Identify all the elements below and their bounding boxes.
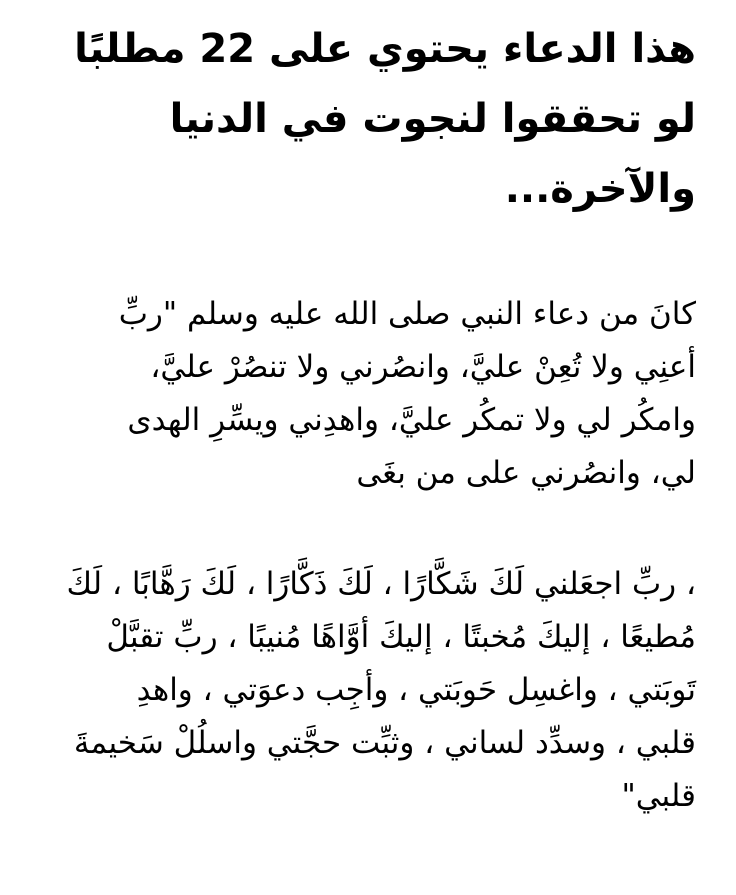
- paragraph-line: لي، وانصُرني على من بغَى: [356, 455, 696, 491]
- paragraph-line: وامكُر لي ولا تمكُر عليَّ، واهدِني ويسِّرِ الهدى: [127, 402, 696, 438]
- paragraph-line: تَوبَتي ، واغسِل حَوبَتي ، وأجِب دعوَتي ، واهدِ: [136, 672, 696, 708]
- title-block: [28, 14, 696, 224]
- paragraph-line: قلبي ، وسدِّد لساني ، وثبِّت حجَّتي واسلُلْ سَخيمةَ: [73, 725, 696, 761]
- title-line: والآخرة...: [504, 166, 696, 212]
- title-line: لو تحققوا لنجوت في الدنيا: [169, 96, 696, 142]
- title-line: هذا الدعاء يحتوي على 22 مطلبًا: [74, 26, 696, 72]
- paragraph-hadith-intro: [28, 288, 696, 500]
- paragraph-line: ، ربِّ اجعَلني لَكَ شَكَّارًا ، لَكَ ذَكَّارًا ، لَكَ رَهَّابًا ، لَكَ: [66, 566, 696, 602]
- paragraph-line: مُطيعًا ، إليكَ مُخبتًا ، إليكَ أوَّاهًا مُنيبًا ، ربِّ تقبَّلْ: [106, 619, 696, 655]
- paragraph-line: كانَ من دعاء النبي صلى الله عليه وسلم "ربِّ: [118, 296, 696, 332]
- paragraph-line: أعنِي ولا تُعِنْ عليَّ، وانصُرني ولا تنصُرْ عليَّ،: [150, 349, 696, 385]
- paragraph-dua: [28, 558, 696, 823]
- paragraph-line: قلبي": [621, 778, 696, 814]
